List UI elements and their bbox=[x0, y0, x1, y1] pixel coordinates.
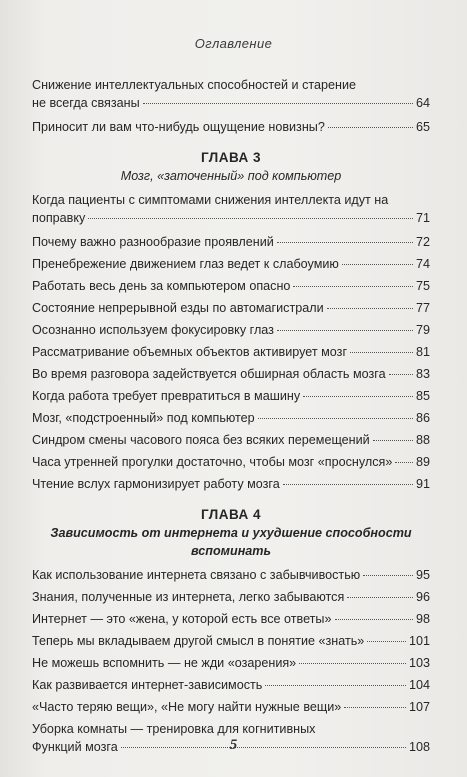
toc-entry-title: Функций мозга bbox=[32, 740, 118, 754]
toc-entry-page-number: 107 bbox=[408, 700, 430, 714]
toc-entry bbox=[32, 698, 430, 716]
dot-leader bbox=[344, 707, 406, 708]
toc-entry-title: Часа утренней прогулки достаточно, чтобы мозг «проснулся» bbox=[32, 455, 393, 469]
toc-entry bbox=[32, 632, 430, 650]
toc-entry-title: Пренебрежение движением глаз ведет к слабоумию bbox=[32, 257, 339, 271]
toc-entry-page-number: 101 bbox=[408, 634, 430, 648]
toc-entry-page-number: 74 bbox=[415, 257, 430, 271]
toc-entry-page-number: 65 bbox=[415, 120, 430, 134]
toc-entry-title: поправку bbox=[32, 211, 86, 225]
toc-entry bbox=[32, 610, 430, 628]
toc-entry-title: Знания, полученные из интернета, легко забываются bbox=[32, 590, 345, 604]
toc-entry bbox=[32, 321, 430, 339]
dot-leader bbox=[342, 264, 413, 265]
toc-entry-title: Работать весь день за компьютером опасно bbox=[32, 279, 291, 293]
toc-entry bbox=[32, 409, 430, 427]
chapter-3-heading: ГЛАВА 3 bbox=[200, 150, 262, 165]
toc-entry bbox=[32, 343, 430, 361]
toc-entry bbox=[32, 191, 430, 229]
toc-entry-title: Как использование интернета связано с забывчивостью bbox=[32, 568, 361, 582]
running-head: Оглавление bbox=[194, 36, 273, 51]
dot-leader bbox=[88, 218, 413, 219]
toc-entry-title: Приносит ли вам что-нибудь ощущение новизны? bbox=[32, 120, 325, 134]
toc-entry-title: Мозг, «подстроенный» под компьютер bbox=[32, 411, 255, 425]
toc-entry bbox=[32, 676, 430, 694]
dot-leader bbox=[293, 286, 413, 287]
dot-leader bbox=[265, 685, 406, 686]
toc-entry-page-number: 108 bbox=[408, 740, 430, 754]
toc-entry-page-number: 83 bbox=[415, 367, 430, 381]
toc-entry-page-number: 96 bbox=[415, 590, 430, 604]
toc-entry-title-line1: Снижение интеллектуальных способностей и старение bbox=[32, 78, 356, 92]
toc-entry-title: Рассматривание объемных объектов активирует мозг bbox=[32, 345, 348, 359]
dot-leader bbox=[373, 440, 413, 441]
toc-entry-page-number: 103 bbox=[408, 656, 430, 670]
toc-entry-title: Почему важно разнообразие проявлений bbox=[32, 235, 274, 249]
toc-entry-page-number: 72 bbox=[415, 235, 430, 249]
chapter-4-entries bbox=[32, 566, 430, 758]
dot-leader bbox=[299, 663, 406, 664]
toc-entry-title: Когда работа требует превратиться в машину bbox=[32, 389, 301, 403]
toc-entry bbox=[32, 365, 430, 383]
dot-leader bbox=[350, 352, 413, 353]
dot-leader bbox=[143, 103, 413, 104]
toc-entry-title: Теперь мы вкладываем другой смысл в понятие «знать» bbox=[32, 634, 365, 648]
chapter-3-entries bbox=[32, 191, 430, 493]
dot-leader bbox=[283, 484, 413, 485]
toc-entry-page-number: 89 bbox=[415, 455, 430, 469]
toc-entry bbox=[32, 233, 430, 251]
toc-entry-page-number: 88 bbox=[415, 433, 430, 447]
dot-leader bbox=[335, 619, 413, 620]
toc-entry-page-number: 95 bbox=[415, 568, 430, 582]
toc-entry-title: Состояние непрерывной езды по автомагистрали bbox=[32, 301, 324, 315]
table-of-contents bbox=[32, 76, 430, 762]
chapter-3-subtitle: Мозг, «заточенный» под компьютер bbox=[120, 169, 342, 183]
toc-entry-page-number: 81 bbox=[415, 345, 430, 359]
dot-leader bbox=[328, 127, 413, 128]
toc-entry-title-line1: Уборка комнаты — тренировка для когнитивных bbox=[32, 722, 316, 736]
toc-entry bbox=[32, 654, 430, 672]
toc-entry-title: Как развивается интернет-зависимость bbox=[32, 678, 263, 692]
toc-entry-title: Не можешь вспомнить — не жди «озарения» bbox=[32, 656, 297, 670]
toc-entry bbox=[32, 588, 430, 606]
toc-entry-title: Во время разговора задействуется обширная область мозга bbox=[32, 367, 386, 381]
toc-entry-title: Осознанно используем фокусировку глаз bbox=[32, 323, 274, 337]
toc-entry-title-line1: Когда пациенты с симптомами снижения интеллекта идут на bbox=[32, 193, 389, 207]
toc-entry-page-number: 71 bbox=[415, 211, 430, 225]
toc-entry bbox=[32, 118, 430, 136]
dot-leader bbox=[277, 242, 413, 243]
toc-entry bbox=[32, 475, 430, 493]
toc-entry-page-number: 98 bbox=[415, 612, 430, 626]
page-number: 5 bbox=[229, 737, 238, 753]
chapter-4-subtitle: Зависимость от интернета и ухудшение способности вспоминать bbox=[50, 526, 412, 558]
toc-entry bbox=[32, 255, 430, 273]
toc-entry-page-number: 77 bbox=[415, 301, 430, 315]
toc-entry bbox=[32, 387, 430, 405]
toc-entry-page-number: 85 bbox=[415, 389, 430, 403]
toc-entry bbox=[32, 299, 430, 317]
dot-leader bbox=[363, 575, 413, 576]
dot-leader bbox=[395, 462, 413, 463]
dot-leader bbox=[277, 330, 413, 331]
toc-entry bbox=[32, 453, 430, 471]
toc-entry-page-number: 86 bbox=[415, 411, 430, 425]
dot-leader bbox=[367, 641, 406, 642]
toc-entry-title: Чтение вслух гармонизирует работу мозга bbox=[32, 477, 280, 491]
toc-entry bbox=[32, 76, 430, 114]
toc-entry bbox=[32, 277, 430, 295]
toc-entry-page-number: 79 bbox=[415, 323, 430, 337]
dot-leader bbox=[347, 597, 413, 598]
chapter-4-heading: ГЛАВА 4 bbox=[200, 507, 262, 522]
toc-entry-page-number: 91 bbox=[415, 477, 430, 491]
dot-leader bbox=[327, 308, 413, 309]
toc-entry-page-number: 75 bbox=[415, 279, 430, 293]
toc-entry-page-number: 64 bbox=[415, 96, 430, 110]
toc-entry bbox=[32, 566, 430, 584]
toc-entry-title: не всегда связаны bbox=[32, 96, 140, 110]
toc-entry-page-number: 104 bbox=[408, 678, 430, 692]
toc-entry-title: «Часто теряю вещи», «Не могу найти нужные вещи» bbox=[32, 700, 342, 714]
toc-entry bbox=[32, 431, 430, 449]
dot-leader bbox=[303, 396, 413, 397]
toc-entry-title: Интернет — это «жена, у которой есть все ответы» bbox=[32, 612, 332, 626]
toc-entry-title: Синдром смены часового пояса без всяких перемещений bbox=[32, 433, 370, 447]
dot-leader bbox=[258, 418, 413, 419]
pre-entries bbox=[32, 76, 430, 136]
dot-leader bbox=[389, 374, 413, 375]
